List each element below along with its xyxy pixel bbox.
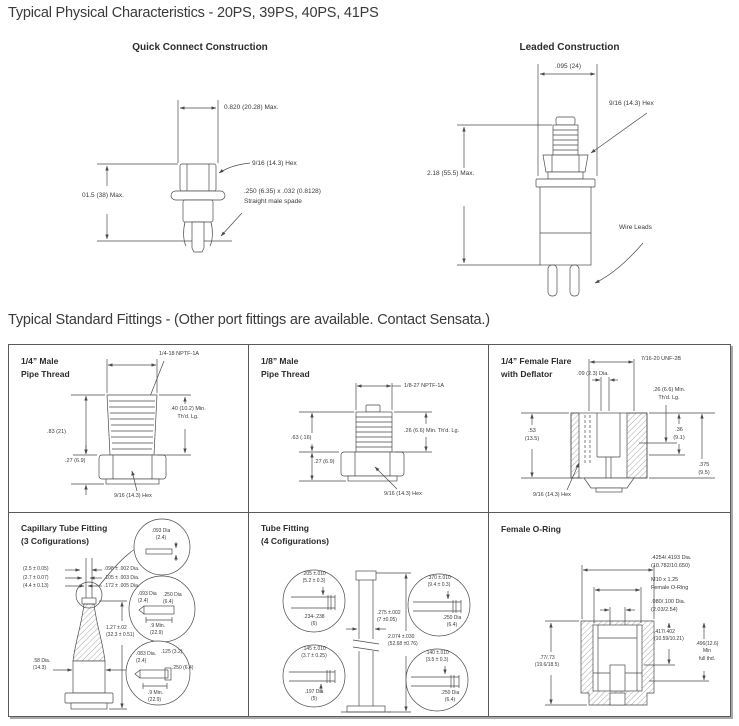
- length-label: 1.27 ±.02 (32.3 ± 0.51): [106, 625, 135, 639]
- detail-tr-dim-label: .370 ±.010 (9.4 ± 0.3): [427, 575, 451, 589]
- thread-spec-label: M10 x 1.25 Female O-Ring: [651, 577, 689, 591]
- base-dia-label: .58 Dia. (14.3): [33, 658, 51, 672]
- depth2-label: .375 (9.5): [698, 462, 710, 477]
- orifice-label: .080/.100 Dia. (2.03/2.54): [651, 599, 686, 613]
- detail2-dia2-label: .250 Dia (6.4): [163, 592, 182, 606]
- tube-dia-label: .275 ±.002 (7 ±0.05): [377, 610, 401, 624]
- detail3-dim-label: .125 (3.2): [161, 649, 183, 655]
- leaded-title: Leaded Construction: [519, 42, 620, 53]
- hex-label: 9/16 (14.3) Hex: [114, 493, 152, 499]
- detail-tl-dim-label: .205 ±.010 (5.2 ± 0.3): [302, 571, 326, 585]
- leaded-wire-label: Wire Leads: [619, 224, 652, 231]
- cell-title: Female O-Ring: [501, 524, 561, 534]
- female-oring-drawing: [489, 513, 730, 716]
- thread-length-label: .40 (10.2) Min. Th'd. Lg.: [170, 406, 206, 421]
- detail-tl-dia-label: .234-.238 (6): [303, 614, 325, 628]
- cell-male-quarter: [9, 345, 249, 513]
- dia1-label: .098 ± .002 Dia.: [104, 566, 140, 572]
- hex-height-label: .27 (6.9): [65, 458, 86, 464]
- detail3-dia-label: .083 Dia. (2.4): [136, 651, 157, 665]
- thread-spec-label: 1/4-18 NPTF-1A: [159, 351, 200, 357]
- orifice-label: .09 (2.3) Dia.: [577, 371, 609, 377]
- depth-label: .417/.402 (10.59/10.21): [654, 629, 684, 643]
- detail-tr-dia-label: .250 Dia (6.4): [442, 615, 462, 629]
- mm1-label: (2.5 ± 0.05): [23, 566, 49, 572]
- cell-female-flare: [489, 345, 730, 513]
- cell-title: 1/4” Male Pipe Thread: [21, 356, 70, 379]
- cell-title: 1/4” Female Flare with Deflator: [501, 356, 572, 379]
- height-label: .77/.73 (19.6/18.5): [534, 655, 560, 669]
- detail1-dia-label: .093 Dia (2.4): [151, 528, 171, 542]
- thread-length-label: .26 (6.6) Min. Th'd. Lg.: [652, 387, 686, 402]
- height-label: .63 (.16): [291, 435, 312, 441]
- depth-label: .36 (9.1): [673, 427, 685, 442]
- min-thread-label: .496(12.6) Min full thd.: [695, 641, 719, 662]
- mm3-label: (4.4 ± 0.13): [23, 583, 49, 589]
- thread-spec-label: 7/16-20 UNF-2B: [641, 356, 682, 362]
- qc-height-dim: 01.5 (38) Max.: [82, 192, 124, 199]
- fittings-table: [8, 344, 731, 717]
- outer-dia-label: .4254/.4193 Dia. (10.782/10.650): [651, 555, 692, 569]
- hex-height-label: .27 (6.9): [314, 459, 335, 465]
- detail2-dia-label: .093 Dia (2.4): [138, 591, 157, 605]
- detail-br-dim-label: .140 ±.010 (3.5 ± 0.3): [425, 650, 449, 664]
- thread-length-label: .26 (6.6) Min. Th'd. Lg.: [404, 428, 460, 434]
- detail2-min-label: .9 Min. (22.9): [150, 623, 166, 637]
- qc-width-dim: 0.820 (20.28) Max.: [224, 104, 279, 111]
- qc-spade-label: .250 (6.35) x .032 (0.8128) Straight male spade: [244, 188, 321, 206]
- cell-title: Capillary Tube Fitting (3 Cofigurations): [21, 523, 108, 546]
- mm2-label: (2.7 ± 0.07): [23, 574, 49, 581]
- cell-male-eighth: [249, 345, 489, 513]
- thread-spec-label: 1/8-27 NPTF-1A: [404, 383, 445, 389]
- detail-br-dia-label: .250 Dia (6.4): [440, 690, 460, 704]
- length-label: 2.074 ±.030 (52.68 ±0.76): [388, 634, 418, 648]
- quick-connect-title: Quick Connect Construction: [132, 42, 268, 53]
- cell-female-oring: [489, 513, 730, 716]
- cell-title: Tube Fitting (4 Cofigurations): [261, 523, 329, 546]
- fittings-header: Typical Standard Fittings - (Other port fittings are available. Contact Sensata.): [8, 312, 490, 328]
- cell-title: 1/8” Male Pipe Thread: [261, 356, 310, 379]
- cell-capillary: [9, 513, 249, 716]
- qc-hex-label: 9/16 (14.3) Hex: [252, 160, 297, 167]
- page-title: Typical Physical Characteristics - 20PS, 39PS, 40PS, 41PS: [8, 5, 379, 21]
- hex-label: 9/16 (14.3) Hex: [533, 492, 571, 498]
- hex-label: 9/16 (14.3) Hex: [384, 491, 422, 497]
- height-label: .53 (13.5): [524, 428, 540, 443]
- leaded-height-dim: 2.18 (55.5) Max.: [427, 170, 475, 177]
- detail3-min-label: .9 Min. (22.9): [148, 690, 164, 704]
- cell-tube-fitting: [249, 513, 489, 716]
- detail-bl-dim-label: .145 ±.010 (3.7 ± 0.25): [301, 646, 327, 660]
- leaded-hex-label: 9/16 (14.3) Hex: [609, 100, 654, 107]
- height-label: .83 (21): [47, 429, 66, 435]
- dia3-label: .172 ± .005 Dia.: [104, 583, 140, 589]
- detail3-dia2-label: .250 (6.4): [172, 665, 194, 671]
- leaded-width-dim: .095 (24): [554, 63, 582, 70]
- detail-bl-dia-label: .197 Dia (5): [304, 689, 324, 703]
- dia2-label: .105 ± .003 Dia.: [104, 574, 140, 581]
